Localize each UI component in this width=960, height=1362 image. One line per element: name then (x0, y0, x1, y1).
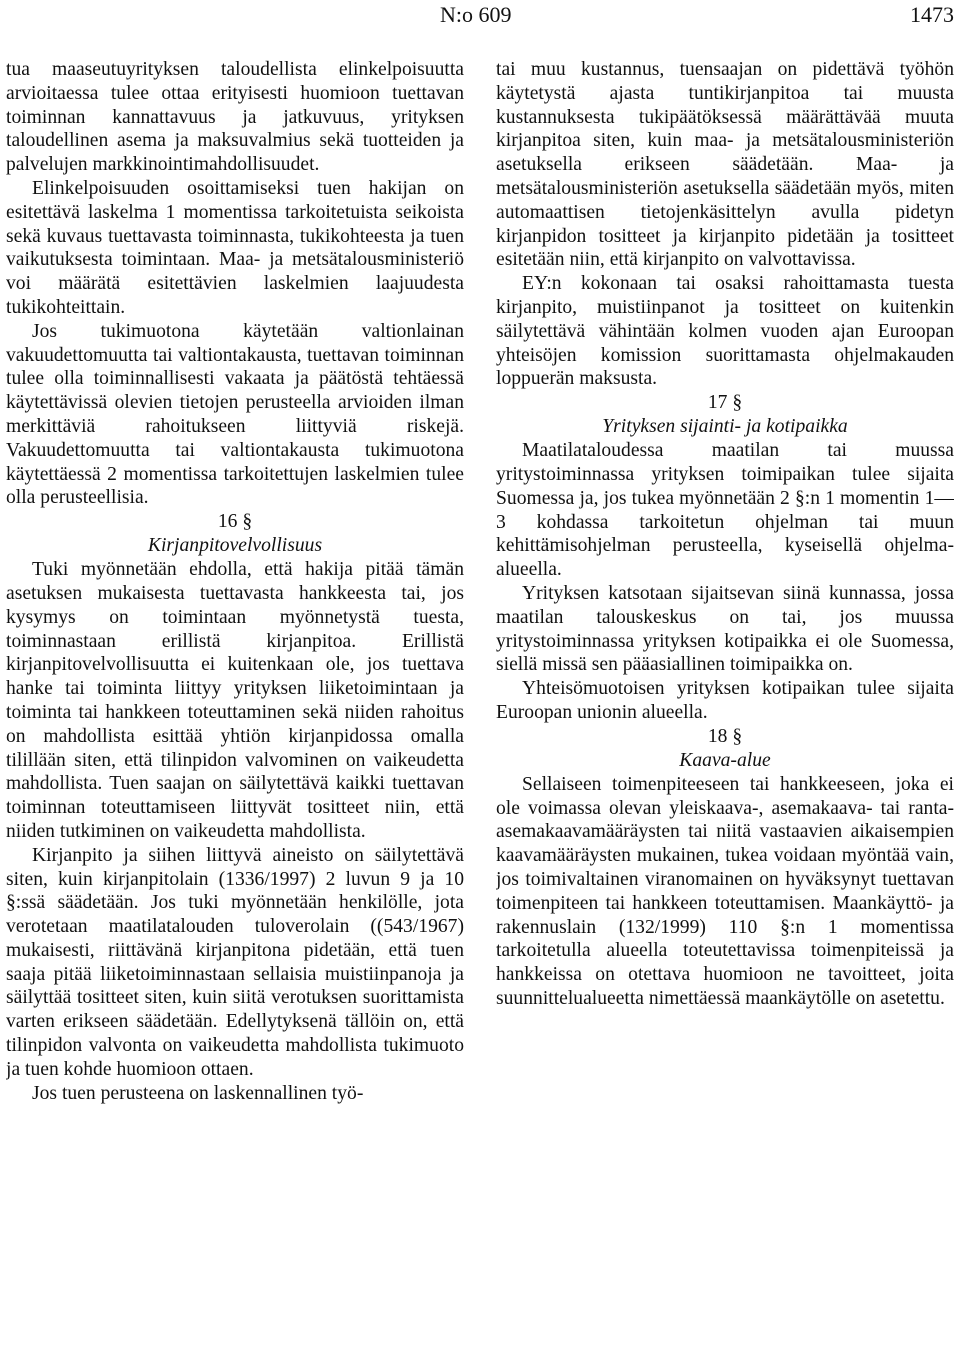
paragraph-continued: tai muu kustannus, tuensaajan on pidettävä työhön käytetystä ajasta tuntikirjanpitoa tai muusta kustannuksesta tukipäätöksessä määrättävää muuta kirjanpitoa siten, kuin maa- ja metsätalousministeriön asetuksella erikseen säädetään. Maa- ja metsätalousministeriön asetuksella säädetään myös, miten automaattisen tietojenkäsittelyn avulla pidetyn kirjanpidon tositteet ja kirjanpito pidetään ja tositteet esitetään niin, että kirjanpito on valvottavissa. (496, 59, 954, 271)
paragraph: EY:n kokonaan tai osaksi rahoittamasta tuesta kirjanpito, muistiinpanot ja tositteet on kuitenkin säilytettävä vähintään kolmen vuoden ajan Euroopan yhteisöjen komission suorittamasta ohjelmakauden loppuerän maksusta. (496, 273, 954, 390)
paragraph: Kirjanpito ja siihen liittyvä aineisto on säilytettävä siten, kuin kirjanpitolain (1336/1997) 2 luvun 9 ja 10 §:ssä säädetään. Jos tuki myönnetään henkilölle, jota verotetaan maatilatalouden tuloverolain ((543/1967) mukaisesti, riittävänä kirjanpitona pidetään, että tuen saaja pitää liiketoiminnastaan sellaisia muistiinpanoja ja säilyttää tositteet siten, kuin siitä verotuksen suorittamista varten erikseen säädetään. Edellytyksenä tällöin on, että tilinpidon valvonta on vaikeudetta mahdollista tukimuoto ja tuen kohde huomioon ottaen. (6, 844, 464, 1080)
left-column (6, 58, 464, 1358)
document-number: N:o 609 (440, 2, 512, 27)
section-16-number: 16 § (217, 511, 253, 533)
paragraph: Jos tuen perusteena on laskennallinen työ- (32, 1082, 364, 1104)
paragraph: Maatilataloudessa maatilan tai muussa yritystoiminnassa yrityksen toimipaikan tulee sijaita Suomessa ja, jos tukea myönnetään 2 §:n 1 momentin 1—3 kohdassa tarkoitetun ohjelman tai muun kehittämisohjelman perusteella, kyseisellä ohjelma-alueella. (496, 440, 954, 581)
section-16-title: Kirjanpitovelvollisuus (147, 535, 323, 557)
paragraph: Jos tukimuotona käytetään valtionlainan vakuudettomuutta tai valtiontakausta, tuettavan toiminnan tulee olla toiminnallisesti vakaata ja päätöstä tehtäessä käytettävissä olevien tietojen perusteella arvioiden ilman merkittäviä rahoitukseen liittyviä riskejä. Vakuudettomuutta tai valtiontakausta tukimuotona käytettäessä 2 momentissa tarkoitettujen laskelmien tulee olla perusteellisia. (6, 320, 464, 509)
section-18-number: 18 § (707, 725, 743, 747)
section-17-title: Yrityksen sijainti- ja kotipaikka (602, 416, 848, 438)
paragraph: Yhteisömuotoisen yrityksen kotipaikan tulee sijaita Euroopan unionin alueella. (496, 678, 954, 723)
paragraph: Sellaiseen toimenpiteeseen tai hankkeeseen, joka ei ole voimassa olevan yleiskaava-, asemakaava- tai ranta-asemakaavamääräysten tai niitä vastaavien aikaisempien kaavamääräysten mukainen, tukea voidaan myöntää vain, jos toimivaltainen viranomainen on hyväksynyt tuettavan toimenpiteen tai hankkeen toteuttamisen. Maankäyttö- ja rakennuslain (132/1999) 110 §:n 1 momentissa tarkoitetulla alueella toteutettavissa toimenpiteissä ja hankkeissa on otettava huomioon ne tavoitteet, joita suunnittelualueetta nimettäessä maankäytölle on asetettu. (496, 773, 954, 1009)
page-number: 1473 (910, 2, 954, 27)
paragraph: Yrityksen katsotaan sijaitsevan siinä kunnassa, jossa maatilan talouskeskus on tai, jos muussa yritystoiminnassa yrityksen kotipaikka ei ole Suomessa, siellä missä sen pääasiallinen toimipaikka on. (496, 582, 954, 676)
section-17-number: 17 § (707, 392, 743, 414)
paragraph: Tuki myönnetään ehdolla, että hakija pitää tämän asetuksen mukaisesta tuettavasta hankkeesta tai, jos kysymys on toimintaan myönnetystä tuesta, toiminnastaan erillistä kirjanpitoa. Erillistä kirjanpitovelvollisuutta ei kuitenkaan ole, jos tuettava hanke tai toiminta liittyy yrityksen liiketoimintaan ja toiminta tai hankkeen toteuttaminen sekä niiden rahoitus on mahdollista esittää yhtiön kirjanpidossa omalla tilillään siten, että tilinpidon valvominen on vaikeudetta mahdollista. Tuen saajan on säilytettävä kaikki tuettavan toiminnan toteuttamiseen liittyvät tositteet niin, että niiden tutkiminen on vaikeudetta mahdollista. (6, 559, 464, 842)
page-header (0, 0, 960, 34)
section-18-title: Kaava-alue (679, 749, 771, 771)
paragraph: Elinkelpoisuuden osoittamiseksi tuen hakijan on esitettävä laskelma 1 momentissa tarkoitetuista seikoista sekä kuvaus tuettavasta toiminnasta, tukikohteesta ja tuen vaikutuksesta toimintaan. Maa- ja metsätalousministeriö voi määrätä esitettävien laskelmien laajuudesta tukikohteittain. (6, 177, 464, 318)
right-column (496, 58, 954, 1358)
paragraph-continued: tua maaseutuyrityksen taloudellista elinkelpoisuutta arvioitaessa tulee ottaa erityisesti huomioon tuettavan toiminnan kannattavuus ja jatkuvuus, yrityksen taloudellinen asema ja maksuvalmius sekä tuotteiden ja palvelujen markkinointimahdollisuudet. (6, 59, 464, 176)
